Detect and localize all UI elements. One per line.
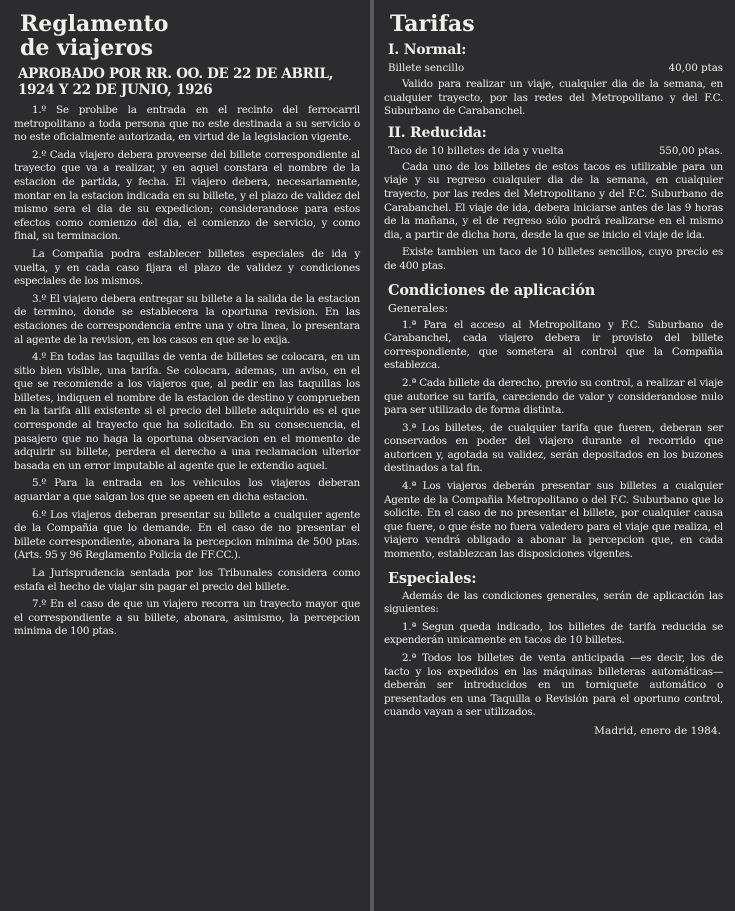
normal-fare-text: Valido para realizar un viaje, cualquier dia de la semana, en cualquier trayecto, por las redes del Metropolitano y del F.C. Suburbano de Carabanchel. (384, 78, 723, 118)
reduced-fare-text-2: Existe tambien un taco de 10 billetes sencillos, cuyo precio es de 400 ptas. (384, 246, 723, 272)
special-condition-2: 2.ª Todos los billetes de venta anticipada —es decir, los de tacto y los expedidos en las máquinas billeteras automáticas— deberán ser introducidos en un torniquete automático o presentados en una Taquilla o Revisión para el oportuno control, cuando vayan a ser utilizados. (384, 652, 723, 719)
conditions-heading: Condiciones de aplicación (388, 281, 596, 299)
reduced-fare-text: Cada uno de los billetes de estos tacos es utilizable para un viaje y su regreso cualquier dia de la semana, en cualquier trayecto, por las redes del Metropolitano y del F.C. Suburbano de Carabanchel. El viaje de ida, debera iniciarse antes de las 9 horas de la mañana, y el de regreso sólo podrá realizarse en el mismo dia, a partir de dicha hora, desde la que se inicio el viaje de ida. (384, 160, 723, 241)
general-condition-4: 4.ª Los viajeros deberán presentar sus billetes a cualquier Agente de la Compañia Metropolitano o del F.C. Suburbano que lo solicite. En el caso de no presentar el billete, por cualquier causa que fuere, o que éste no fuera valedero para el viaje que realiza, el viajero vendrá obligado a abonar la percepcion que, en cada momento, establezcan las disposiciones vigentes. (384, 480, 723, 561)
normal-ticket-name: Billete sencillo (388, 63, 465, 74)
signature-line: Madrid, enero de 1984. (594, 724, 721, 737)
general-condition-2: 2.ª Cada billete da derecho, previo su control, a realizar el viaje que autorice su tarifa, careciendo de valor y considerandose nulo para ser utilizado de forma distinta. (384, 376, 723, 417)
reduced-ticket-name: Taco de 10 billetes de ida y vuelta (388, 145, 564, 157)
article-5: 5.º Para la entrada en los vehiculos los viajeros deberan aguardar a que salgan los que se apeen en dicha estacion. (14, 477, 360, 504)
general-label: Generales: (388, 301, 449, 315)
article-3: 3.º El viajero debera entregar su billete a la salida de la estacion de termino, donde se establecera la oportuna revision. En las estaciones de correspondencia entre una y otra linea, lo presentara al agente de la revision, en los casos en que se lo exija. (14, 292, 360, 346)
normal-ticket-row (388, 62, 723, 75)
article-7: 7.º En el caso de que un viajero recorra un trayecto mayor que el correspondiente a su billete, abonara, asimismo, la percepcion minima de 100 ptas. (14, 598, 360, 638)
jurisprudence-note: La Jurisprudencia sentada por los Tribunales considera como estafa el hecho de viajar sin pagar el precio del billete. (14, 567, 360, 593)
normal-fare-heading: I. Normal: (388, 42, 467, 58)
special-intro: Además de las condiciones generales, serán de aplicación las siguientes: (384, 589, 723, 616)
article-1: 1.º Se prohibe la entrada en el recinto del ferrocarril metropolitano a toda persona que no este destinada a su servicio o no este oficialmente autorizada, en virtud de la legislacion vigente. (14, 104, 360, 144)
reduced-ticket-price: 550,00 ptas. (658, 145, 723, 157)
fares-title: Tarifas (390, 11, 475, 37)
reduced-ticket-row (388, 145, 723, 158)
special-heading: Especiales: (388, 569, 477, 587)
regulations-title (20, 12, 360, 60)
general-condition-1: 1.ª Para el acceso al Metropolitano y F.C. Suburbano de Carabanchel, cada viajero debera ir provisto del billete correspondiente, que sometera al control que la Compañia establezca. (384, 318, 723, 372)
special-condition-1: 1.ª Segun queda indicado, los billetes de tarifa reducida se expenderán unicamente en tacos de 10 billetes. (384, 620, 723, 647)
approval-heading: APROBADO POR RR. OO. DE 22 DE ABRIL, 1924 Y 22 DE JUNIO, 1926 (18, 66, 334, 98)
regulations-title-line1: Reglamento (20, 11, 169, 37)
article-2: 2.º Cada viajero debera proveerse del billete correspondiente al trayecto que va a realizar, y en aquel constara el nombre de la estacion de partida, y fecha. El viajero debera, necesariamente, montar en la estacion indicada en su billete, y el plazo de validez del mismo sera el dia de su expedicion; considerandose para estos efectos como comienzo del dia, el comienzo de servicio, y como final, su terminacion. (14, 148, 360, 243)
normal-ticket-price: 40,00 ptas (668, 63, 723, 74)
article-2-note: La Compañia podra establecer billetes especiales de ida y vuelta, y en cada caso fijara el plazo de validez y condiciones especiales de los mismos. (14, 247, 360, 288)
general-condition-3: 3.ª Los billetes, de cualquier tarifa que fueren, deberan ser conservados en poder del viajero durante el recorrido que autoricen y, agotada su validez, serán depositados en los buzones destinados a tal fin. (384, 421, 723, 475)
fares-column (374, 0, 735, 911)
reduced-fare-heading: II. Reducida: (388, 124, 487, 141)
article-6: 6.º Los viajeros deberan presentar su billete a cualquier agente de la Compañia que lo demande. En el caso de no presentar el billete correspondiente, abonara la percepcion minima de 500 ptas. (Arts. 95 y 96 Reglamento Policia de FF.CC.). (14, 508, 360, 562)
article-4: 4.º En todas las taquillas de venta de billetes se colocara, en un sitio bien visible, una tarifa. Se colocara, ademas, un aviso, en el que se recomiende a los viajeros que, al pedir en las taquillas los billetes, indiquen el nombre de la estacion de destino y comprueben en la tarifa alli existente si el precio del billete adquirido es el que corresponde al trayecto que ha solicitado. En su consecuencia, el pasajero que no haga la oportuna observacion en el momento de adquirir su billete, perdera el derecho a una reclamacion ulterior basada en un error imputable al agente que le extendio aquel. (14, 351, 360, 472)
regulations-title-line2: de viajeros (20, 35, 154, 61)
